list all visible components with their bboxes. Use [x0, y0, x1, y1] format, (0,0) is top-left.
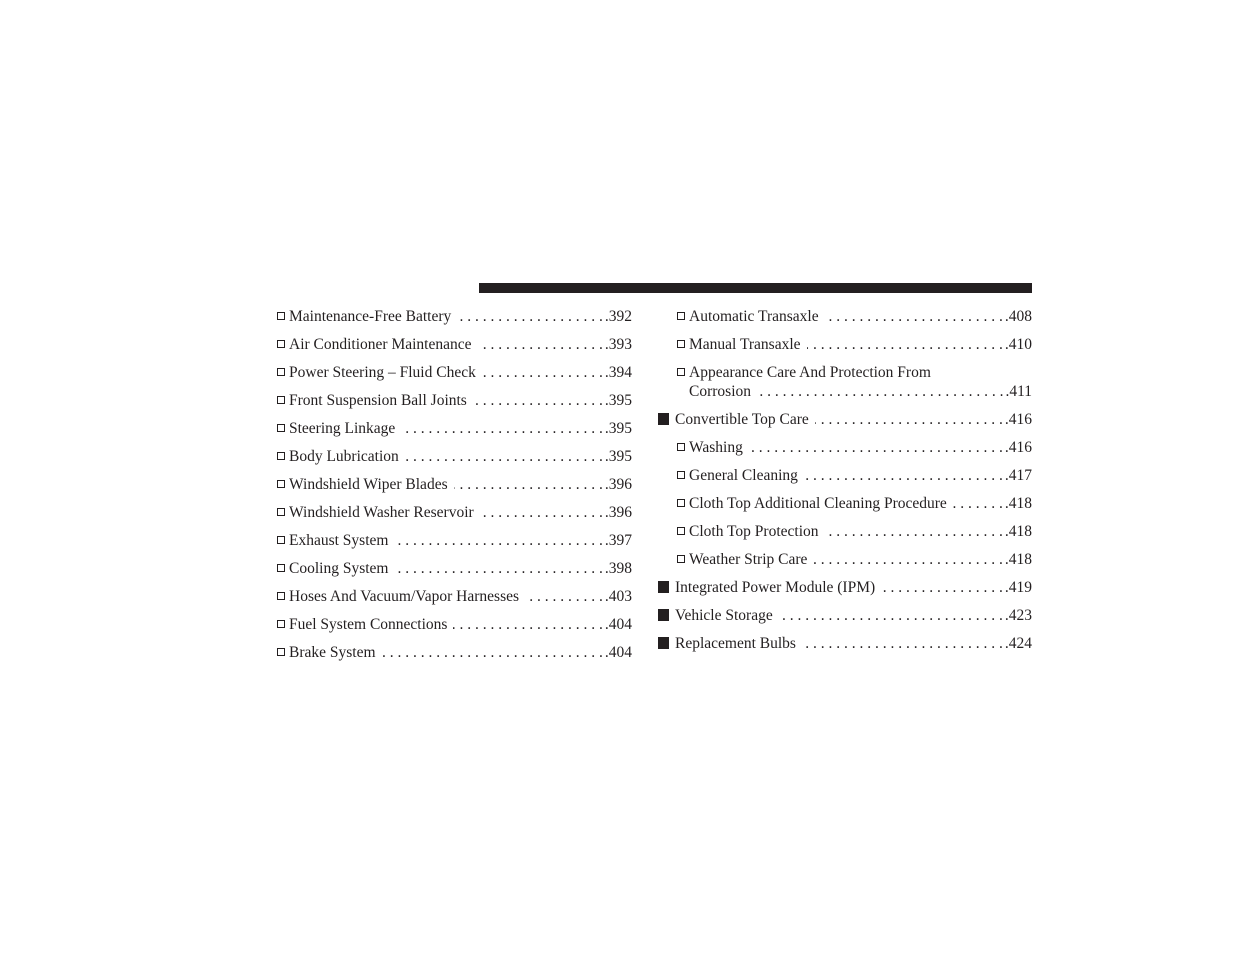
toc-entry-title: Windshield Washer Reservoir — [289, 504, 474, 521]
toc-page-number: .418 — [1004, 495, 1032, 512]
toc-page-number: .416 — [1004, 439, 1032, 456]
toc-entry-title: Vehicle Storage — [675, 607, 773, 624]
toc-entry[interactable] — [277, 389, 632, 417]
hollow-square-bullet-icon — [277, 480, 285, 488]
hollow-square-bullet-icon — [677, 555, 685, 563]
hollow-square-bullet-icon — [277, 536, 285, 544]
hollow-square-bullet-icon — [677, 312, 685, 320]
dot-leader — [478, 333, 603, 357]
toc-entry[interactable] — [658, 464, 1032, 492]
hollow-square-bullet-icon — [277, 340, 285, 348]
toc-entry-title: General Cleaning — [689, 467, 798, 484]
toc-page-number: .424 — [1004, 635, 1032, 652]
dot-leader — [825, 305, 1003, 329]
hollow-square-bullet-icon — [677, 527, 685, 535]
toc-page-number: .411 — [1005, 383, 1032, 400]
toc-entry-title: Integrated Power Module (IPM) — [675, 579, 876, 596]
toc-entry-title: Appearance Care And Protection From — [689, 364, 931, 381]
toc-entry-title: Steering Linkage — [289, 420, 396, 437]
toc-entry-title: Washing — [689, 439, 743, 456]
toc-left-column — [277, 305, 632, 669]
dot-leader — [813, 548, 1002, 572]
dot-leader — [473, 389, 603, 413]
toc-entry[interactable] — [277, 557, 632, 585]
toc-entry-title: Replacement Bulbs — [675, 635, 796, 652]
toc-page-number: .395 — [604, 420, 632, 437]
toc-page-number: .404 — [604, 644, 632, 661]
toc-entry-title: Cooling System — [289, 560, 389, 577]
hollow-square-bullet-icon — [277, 312, 285, 320]
hollow-square-bullet-icon — [677, 368, 685, 376]
hollow-square-bullet-icon — [677, 443, 685, 451]
dot-leader — [453, 613, 602, 637]
toc-page-number: .404 — [604, 616, 632, 633]
toc-section-entry[interactable] — [658, 604, 1032, 632]
dot-leader — [953, 492, 1003, 516]
toc-entry-title: Windshield Wiper Blades — [289, 476, 448, 493]
toc-entry[interactable] — [277, 641, 632, 669]
toc-entry-title: Automatic Transaxle — [689, 308, 819, 325]
toc-entry[interactable] — [277, 417, 632, 445]
hollow-square-bullet-icon — [277, 592, 285, 600]
dot-leader — [394, 529, 602, 553]
dot-leader — [779, 604, 1003, 628]
hollow-square-bullet-icon — [277, 396, 285, 404]
dot-leader — [749, 436, 1003, 460]
solid-square-bullet-icon — [658, 413, 669, 425]
dot-leader — [802, 632, 1003, 656]
toc-entry-title: Front Suspension Ball Joints — [289, 392, 467, 409]
toc-entry-title: Exhaust System — [289, 532, 389, 549]
toc-page-number: .410 — [1004, 336, 1032, 353]
dot-leader — [382, 641, 603, 665]
toc-entry-title: Body Lubrication — [289, 448, 399, 465]
solid-square-bullet-icon — [658, 581, 669, 593]
toc-entry-title: Cloth Top Additional Cleaning Procedure — [689, 495, 947, 512]
toc-entry-title: Weather Strip Care — [689, 551, 808, 568]
toc-entry[interactable] — [658, 361, 1032, 408]
toc-entry[interactable] — [277, 613, 632, 641]
toc-page-number: .417 — [1004, 467, 1032, 484]
toc-entry[interactable] — [277, 585, 632, 613]
toc-entry-title: Air Conditioner Maintenance — [289, 336, 472, 353]
solid-square-bullet-icon — [658, 609, 669, 621]
toc-entry[interactable] — [658, 333, 1032, 361]
dot-leader — [394, 557, 602, 581]
toc-entry[interactable] — [658, 548, 1032, 576]
toc-page-number: .393 — [604, 336, 632, 353]
dot-leader — [401, 417, 603, 441]
toc-page-number: .396 — [604, 504, 632, 521]
toc-page-number: .408 — [1004, 308, 1032, 325]
toc-page-number: .423 — [1004, 607, 1032, 624]
dot-leader — [482, 361, 603, 385]
dot-leader — [480, 501, 603, 525]
toc-page-number: .392 — [604, 308, 632, 325]
toc-page-number: .396 — [604, 476, 632, 493]
chapter-header-bar — [479, 283, 1032, 293]
toc-section-entry[interactable] — [658, 632, 1032, 660]
dot-leader — [804, 464, 1003, 488]
toc-entry-title: Brake System — [289, 644, 376, 661]
toc-section-entry[interactable] — [658, 408, 1032, 436]
toc-entry[interactable] — [658, 492, 1032, 520]
toc-page-number: .395 — [604, 448, 632, 465]
toc-page-number: .397 — [604, 532, 632, 549]
hollow-square-bullet-icon — [277, 508, 285, 516]
toc-page-number: .416 — [1004, 411, 1032, 428]
hollow-square-bullet-icon — [277, 648, 285, 656]
dot-leader — [807, 333, 1003, 357]
dot-leader — [405, 445, 603, 469]
solid-square-bullet-icon — [658, 637, 669, 649]
toc-page-number: .418 — [1004, 551, 1032, 568]
dot-leader — [525, 585, 603, 609]
toc-page-number: .394 — [604, 364, 632, 381]
hollow-square-bullet-icon — [677, 499, 685, 507]
toc-page-number: .419 — [1004, 579, 1032, 596]
toc-entry-title: Cloth Top Protection — [689, 523, 819, 540]
toc-entry-title: Hoses And Vacuum/Vapor Harnesses — [289, 588, 520, 605]
toc-page-number: .395 — [604, 392, 632, 409]
toc-entry-title-continued: Corrosion — [689, 383, 751, 400]
toc-right-column — [658, 305, 1032, 660]
toc-entry[interactable] — [277, 473, 632, 501]
toc-entry[interactable] — [277, 305, 632, 333]
hollow-square-bullet-icon — [277, 424, 285, 432]
toc-entry[interactable] — [658, 305, 1032, 333]
toc-entry-title: Fuel System Connections — [289, 616, 448, 633]
hollow-square-bullet-icon — [277, 368, 285, 376]
toc-entry-title: Power Steering – Fluid Check — [289, 364, 476, 381]
hollow-square-bullet-icon — [677, 471, 685, 479]
toc-entry[interactable] — [658, 436, 1032, 464]
toc-page-number: .418 — [1004, 523, 1032, 540]
toc-entry-title: Maintenance-Free Battery — [289, 308, 452, 325]
toc-entry[interactable] — [658, 520, 1032, 548]
toc-entry[interactable] — [277, 501, 632, 529]
toc-page-number: .403 — [604, 588, 632, 605]
toc-entry-title: Manual Transaxle — [689, 336, 801, 353]
toc-section-entry[interactable] — [658, 576, 1032, 604]
toc-entry[interactable] — [277, 445, 632, 473]
toc-entry[interactable] — [277, 333, 632, 361]
hollow-square-bullet-icon — [277, 564, 285, 572]
dot-leader — [881, 576, 1003, 600]
dot-leader — [454, 473, 603, 497]
dot-leader — [457, 305, 603, 329]
toc-page-number: .398 — [604, 560, 632, 577]
dot-leader — [757, 380, 1003, 404]
hollow-square-bullet-icon — [677, 340, 685, 348]
dot-leader — [825, 520, 1003, 544]
toc-entry-title: Convertible Top Care — [675, 411, 809, 428]
hollow-square-bullet-icon — [277, 620, 285, 628]
dot-leader — [815, 408, 1003, 432]
hollow-square-bullet-icon — [277, 452, 285, 460]
toc-entry[interactable] — [277, 529, 632, 557]
toc-entry[interactable] — [277, 361, 632, 389]
